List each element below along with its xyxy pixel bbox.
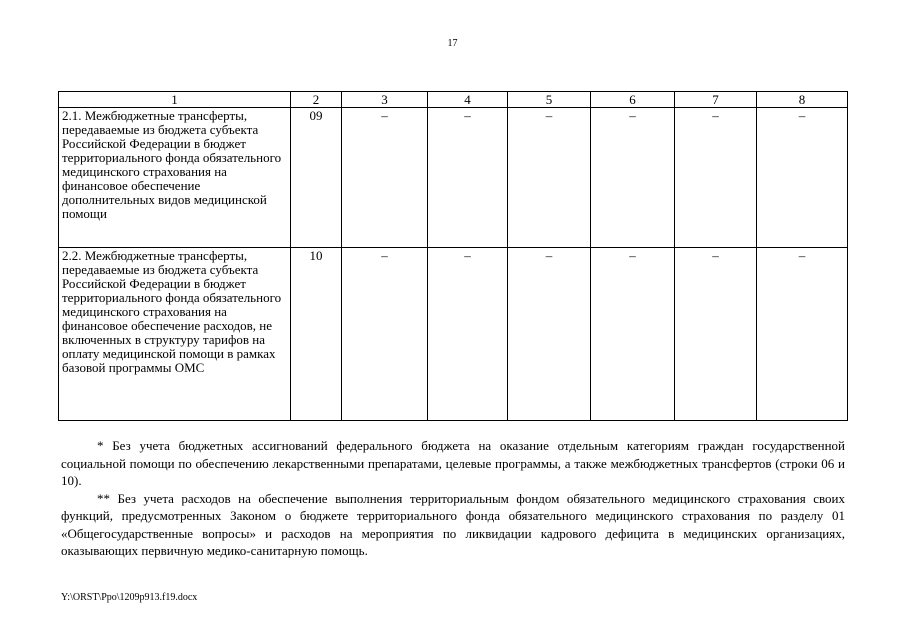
footnote-1: * Без учета бюджетных ассигнований федерального бюджета на оказание отдельным категориям граждан государственной социальной помощи по обеспечению лекарственными препаратами, целевые программы, а также межбюджетных трансфертов (строки 06 и 10). [61, 438, 845, 488]
header-cell: 8 [757, 92, 848, 108]
document-path: Y:\ORST\Ppo\1209p913.f19.docx [61, 592, 198, 603]
budget-table [58, 91, 848, 421]
value-cell: – [428, 248, 508, 421]
value-cell: – [757, 108, 848, 248]
page-number: 17 [447, 38, 458, 49]
row-code: 10 [291, 248, 342, 421]
header-cell: 7 [675, 92, 757, 108]
header-cell: 6 [591, 92, 675, 108]
value-cell: – [508, 108, 591, 248]
value-cell: – [342, 248, 428, 421]
header-cell: 2 [291, 92, 342, 108]
footnote-2: ** Без учета расходов на обеспечение выполнения территориальным фондом обязательного медицинского страхования своих функций, предусмотренных Законом о бюджете территориального фонда обязательного медицинского страхования по разделу 01 «Общегосударственные вопросы» и расходов на мероприятия по ликвидации кадрового дефицита в медицинских организациях, оказывающих первичную медико-санитарную помощь. [61, 490, 845, 558]
value-cell: – [591, 108, 675, 248]
value-cell: – [675, 108, 757, 248]
table-row [59, 248, 848, 421]
row-description: 2.1. Межбюджетные трансферты, передаваемые из бюджета субъекта Российской Федерации в бюджет территориального фонда обязательного медицинского страхования на финансовое обеспечение дополнительных видов медицинской помощи [59, 108, 291, 248]
header-cell: 5 [508, 92, 591, 108]
footnotes [61, 437, 845, 560]
header-cell: 4 [428, 92, 508, 108]
row-description: 2.2. Межбюджетные трансферты, передаваемые из бюджета субъекта Российской Федерации в бюджет территориального фонда обязательного медицинского страхования на финансовое обеспечение расходов, не включенных в структуру тарифов на оплату медицинской помощи в рамках базовой программы ОМС [59, 248, 291, 421]
header-cell: 3 [342, 92, 428, 108]
row-code: 09 [291, 108, 342, 248]
value-cell: – [342, 108, 428, 248]
value-cell: – [675, 248, 757, 421]
value-cell: – [757, 248, 848, 421]
table-header-row [59, 92, 848, 108]
table-row [59, 108, 848, 248]
value-cell: – [428, 108, 508, 248]
value-cell: – [591, 248, 675, 421]
value-cell: – [508, 248, 591, 421]
header-cell: 1 [59, 92, 291, 108]
